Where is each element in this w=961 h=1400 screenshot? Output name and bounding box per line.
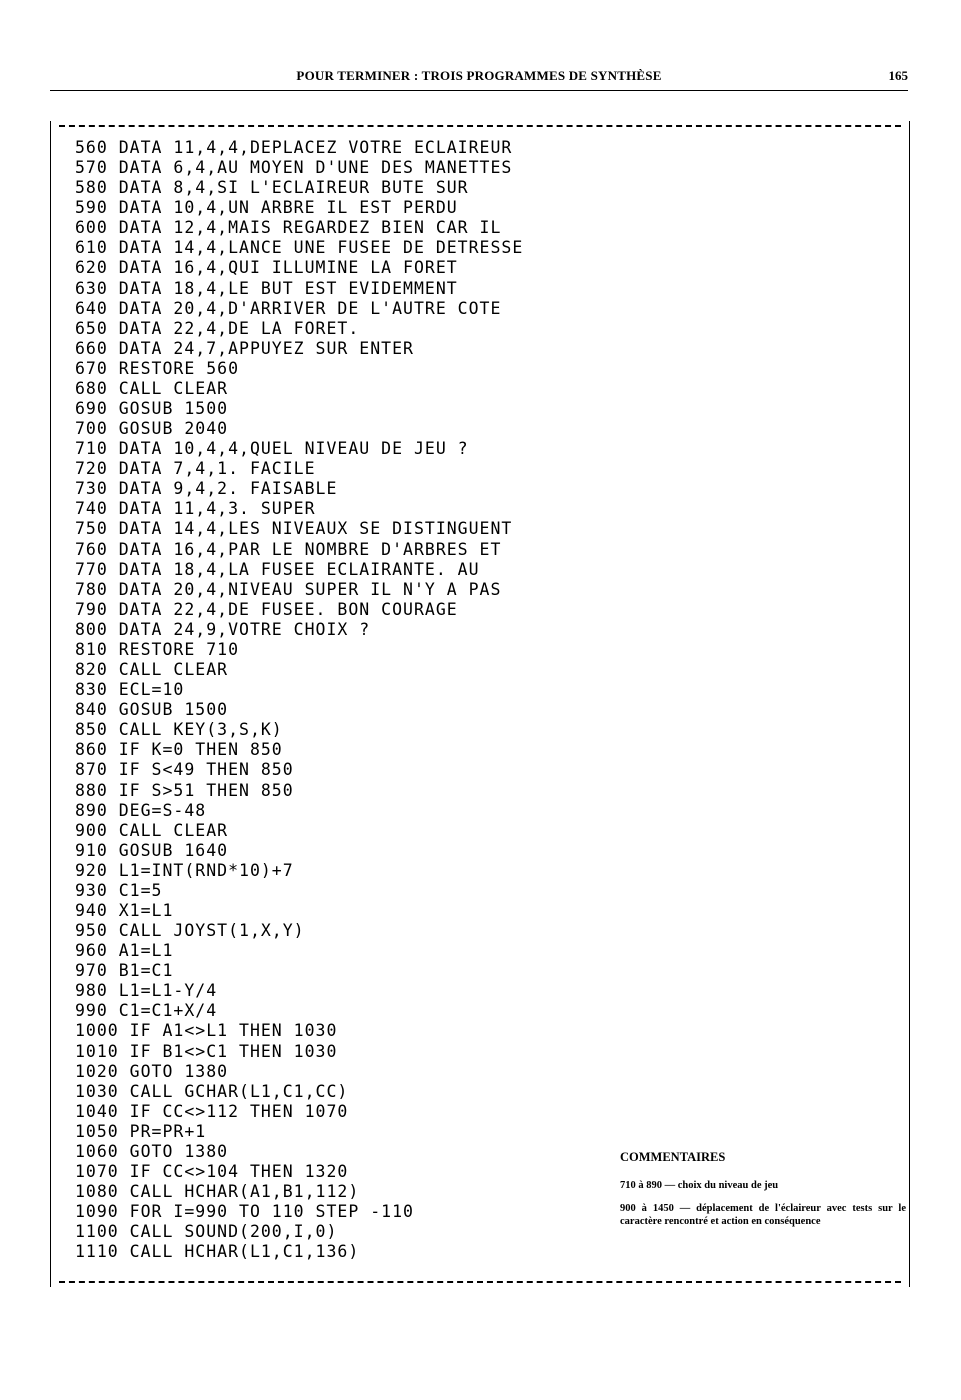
program-listing-box (50, 121, 910, 1287)
code-line: 700 GOSUB 2040 (75, 419, 229, 439)
code-line: 870 IF S<49 THEN 850 (75, 760, 294, 780)
comments-title: COMMENTAIRES (620, 1150, 726, 1164)
code-line: 790 DATA 22,4,DE FUSEE. BON COURAGE (75, 599, 458, 619)
code-line: 810 RESTORE 710 (75, 639, 240, 659)
code-line: 610 DATA 14,4,LANCE UNE FUSEE DE DETRESSE (75, 238, 524, 258)
code-line: 880 IF S>51 THEN 850 (75, 780, 294, 800)
code-line: 1000 IF A1<>L1 THEN 1030 (75, 1021, 338, 1041)
code-line: 930 C1=5 (75, 880, 163, 900)
code-line: 560 DATA 11,4,4,DEPLACEZ VOTRE ECLAIREUR (75, 138, 513, 157)
code-line: 920 L1=INT(RND*10)+7 (75, 860, 294, 880)
code-line: 1040 IF CC<>112 THEN 1070 (75, 1101, 349, 1121)
code-line: 1070 IF CC<>104 THEN 1320 (75, 1161, 349, 1181)
code-line: 770 DATA 18,4,LA FUSEE ECLAIRANTE. AU (75, 559, 480, 579)
code-line: 1030 CALL GCHAR(L1,C1,CC) (75, 1081, 349, 1101)
code-line: 1110 CALL HCHAR(L1,C1,136) (75, 1242, 360, 1262)
code-line: 780 DATA 20,4,NIVEAU SUPER IL N'Y A PAS (75, 579, 502, 599)
code-line: 800 DATA 24,9,VOTRE CHOIX ? (75, 619, 371, 639)
code-line: 660 DATA 24,7,APPUYEZ SUR ENTER (75, 338, 414, 358)
page-title: POUR TERMINER : TROIS PROGRAMMES DE SYNTHÈSE (296, 68, 662, 83)
code-line: 570 DATA 6,4,AU MOYEN D'UNE DES MANETTES (75, 158, 513, 178)
code-line: 1100 CALL SOUND(200,I,0) (75, 1222, 338, 1242)
code-line: 750 DATA 14,4,LES NIVEAUX SE DISTINGUENT (75, 519, 513, 539)
code-line: 640 DATA 20,4,D'ARRIVER DE L'AUTRE COTE (75, 298, 502, 318)
code-line: 970 B1=C1 (75, 961, 174, 981)
code-line: 1050 PR=PR+1 (75, 1121, 207, 1141)
code-line: 860 IF K=0 THEN 850 (75, 740, 283, 760)
code-line: 1020 GOTO 1380 (75, 1061, 229, 1081)
code-line: 890 DEG=S-48 (75, 800, 207, 820)
code-line: 710 DATA 10,4,4,QUEL NIVEAU DE JEU ? (75, 439, 469, 459)
code-line: 580 DATA 8,4,SI L'ECLAIREUR BUTE SUR (75, 178, 469, 198)
code-line: 680 CALL CLEAR (75, 378, 229, 398)
code-line: 740 DATA 11,4,3. SUPER (75, 499, 316, 519)
code-line: 1010 IF B1<>C1 THEN 1030 (75, 1041, 338, 1061)
code-line: 850 CALL KEY(3,S,K) (75, 720, 283, 740)
code-line: 980 L1=L1-Y/4 (75, 981, 218, 1001)
code-line: 1090 FOR I=990 TO 110 STEP -110 (75, 1202, 414, 1222)
basic-code-listing (75, 138, 523, 1262)
code-line: 990 C1=C1+X/4 (75, 1001, 218, 1021)
code-line: 630 DATA 18,4,LE BUT EST EVIDEMMENT (75, 278, 458, 298)
code-line: 910 GOSUB 1640 (75, 840, 229, 860)
code-line: 690 GOSUB 1500 (75, 399, 229, 419)
code-line: 960 A1=L1 (75, 941, 174, 961)
page-number: 165 (888, 68, 908, 83)
code-line: 650 DATA 22,4,DE LA FORET. (75, 318, 360, 338)
code-line: 900 CALL CLEAR (75, 820, 229, 840)
code-line: 590 DATA 10,4,UN ARBRE IL EST PERDU (75, 198, 458, 218)
code-line: 940 X1=L1 (75, 900, 174, 920)
code-line: 1060 GOTO 1380 (75, 1141, 229, 1161)
page-header (50, 62, 908, 91)
code-line: 830 ECL=10 (75, 680, 185, 700)
code-line: 950 CALL JOYST(1,X,Y) (75, 921, 305, 941)
comment-entry: 900 à 1450 — déplacement de l'éclaireur avec tests sur le caractère rencontré et action en conséquence (620, 1203, 906, 1227)
code-line: 730 DATA 9,4,2. FAISABLE (75, 479, 338, 499)
code-line: 670 RESTORE 560 (75, 358, 240, 378)
code-line: 720 DATA 7,4,1. FACILE (75, 459, 316, 479)
code-line: 760 DATA 16,4,PAR LE NOMBRE D'ARBRES ET (75, 539, 502, 559)
code-line: 1080 CALL HCHAR(A1,B1,112) (75, 1182, 360, 1202)
code-line: 820 CALL CLEAR (75, 660, 229, 680)
dashed-divider-bottom (59, 1281, 901, 1283)
code-line: 840 GOSUB 1500 (75, 700, 229, 720)
comments-sidebar (620, 1150, 906, 1238)
dashed-divider-top (59, 125, 901, 127)
code-line: 620 DATA 16,4,QUI ILLUMINE LA FORET (75, 258, 458, 278)
code-line: 600 DATA 12,4,MAIS REGARDEZ BIEN CAR IL (75, 218, 502, 238)
comment-entry: 710 à 890 — choix du niveau de jeu (620, 1180, 779, 1191)
